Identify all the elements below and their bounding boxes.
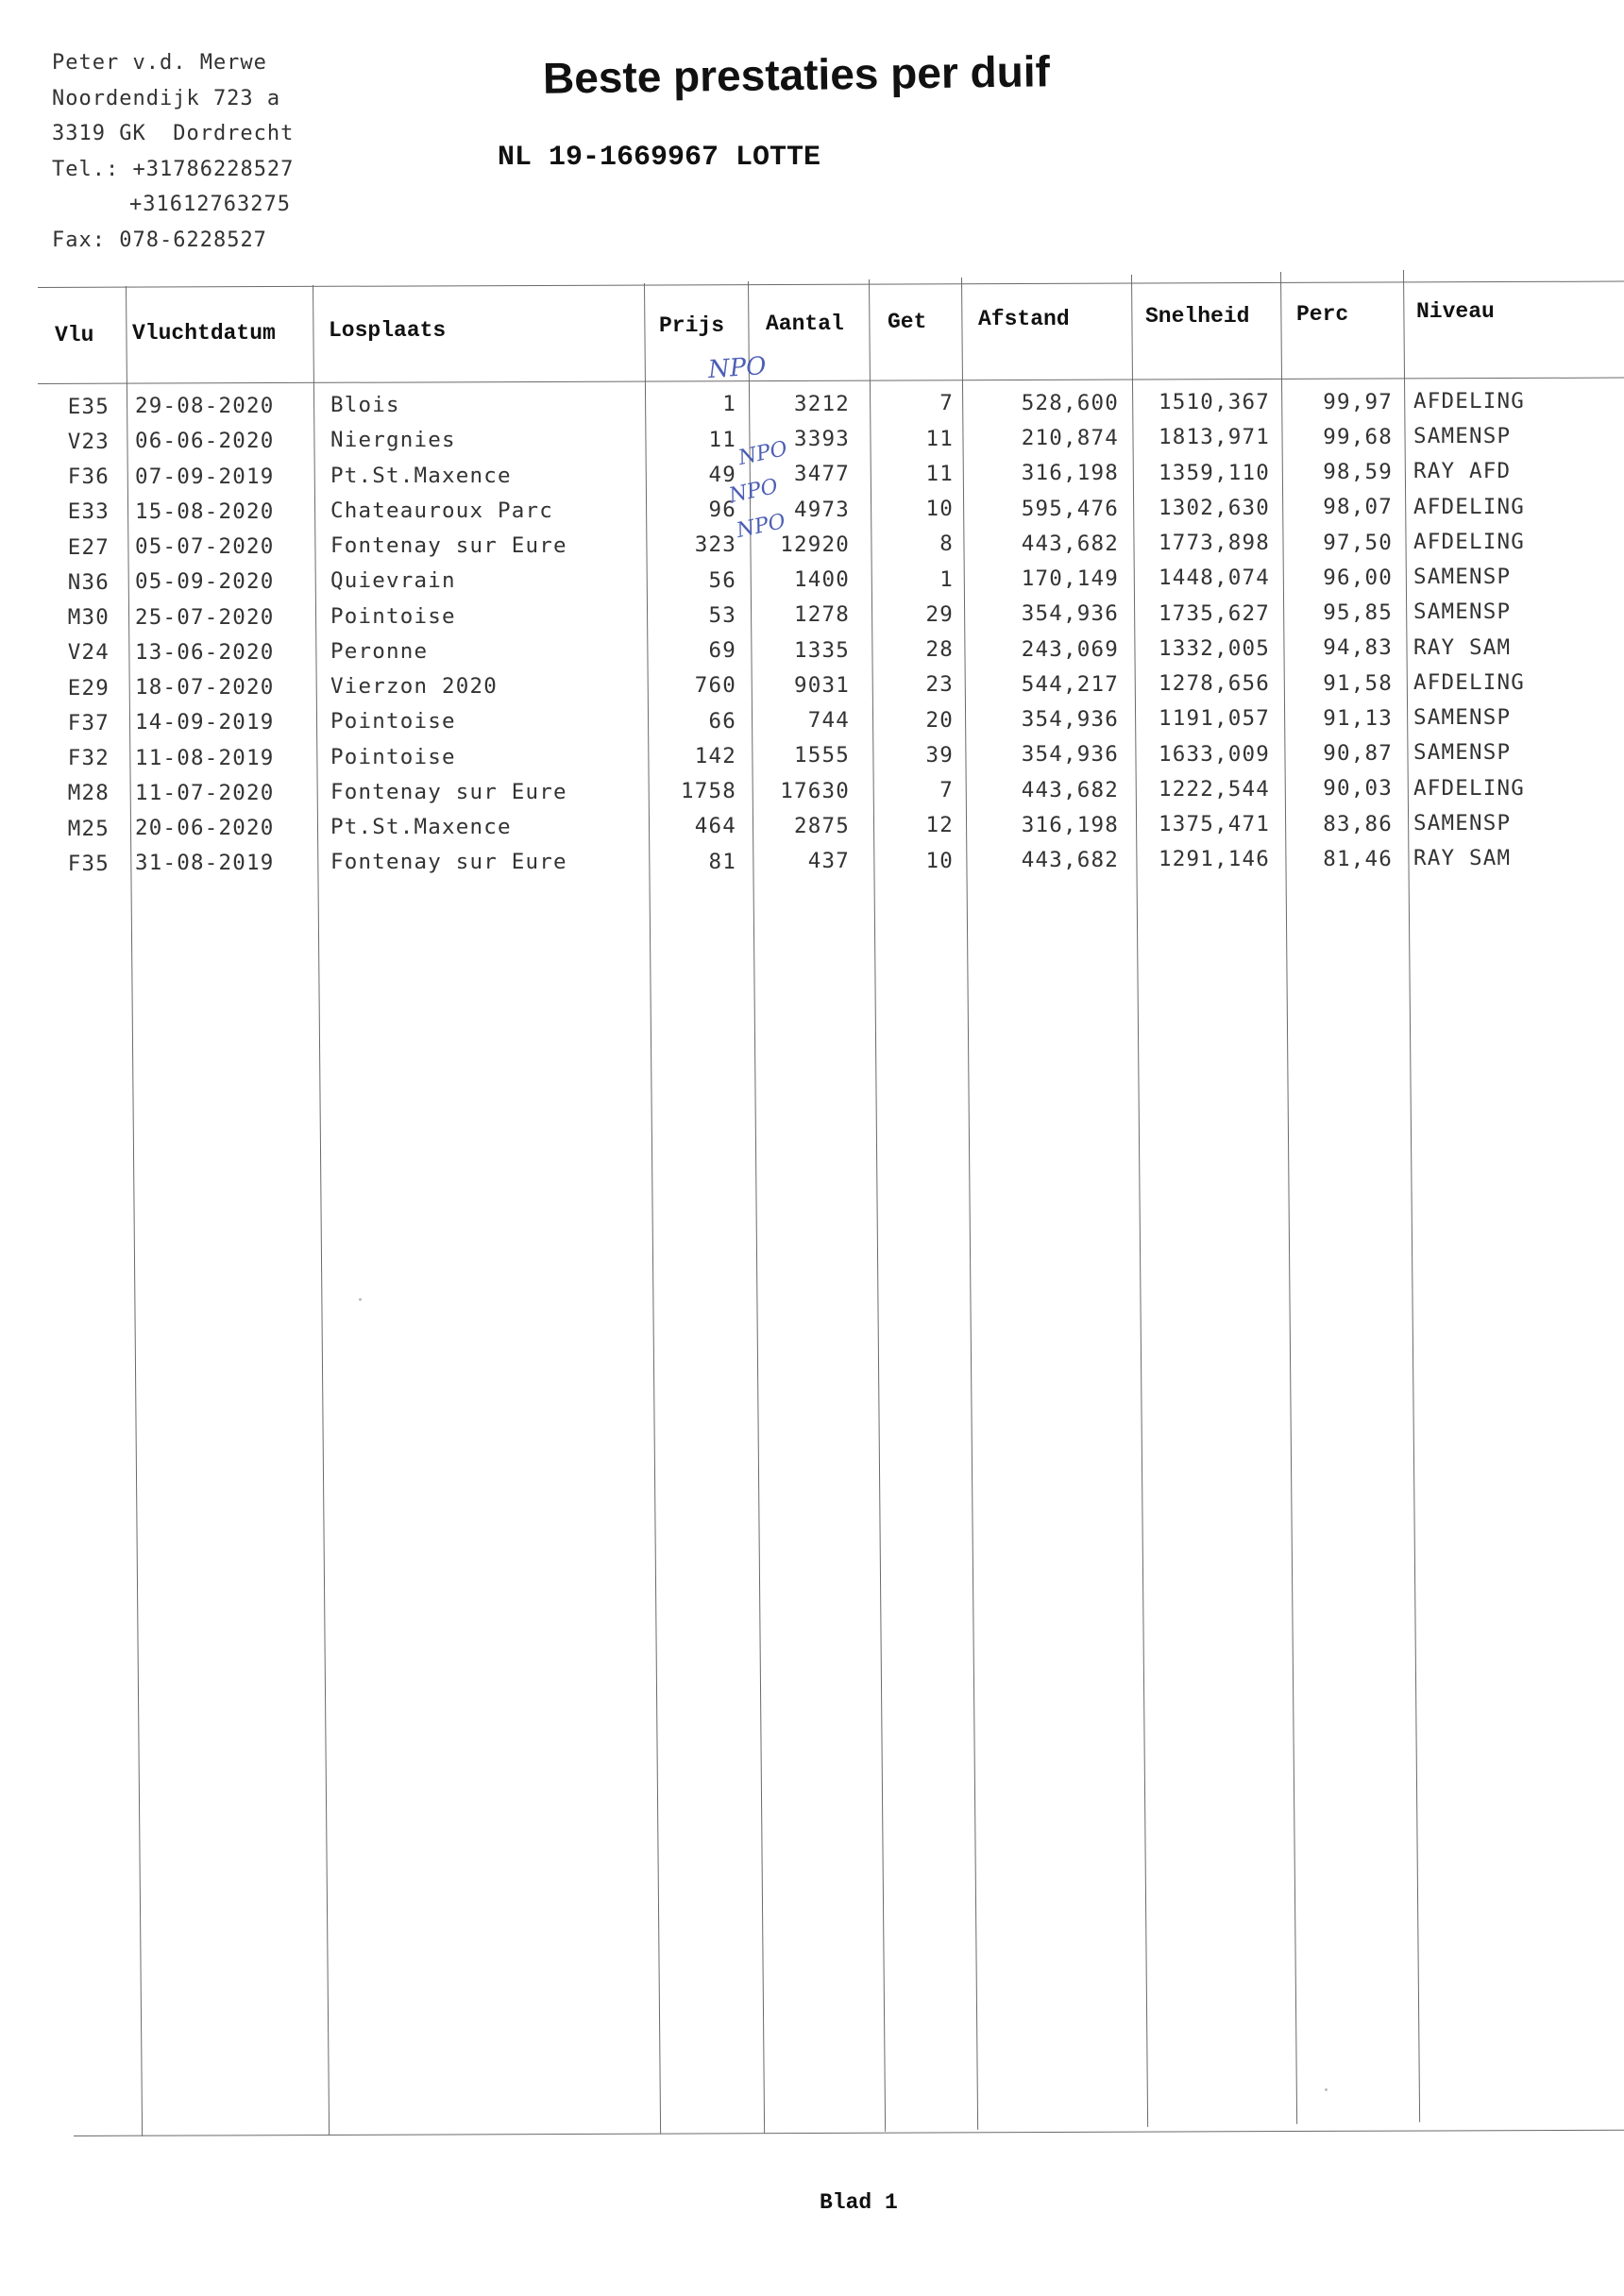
cell-aantal: 9031 <box>794 672 850 698</box>
header-losplaats: Losplaats <box>329 318 447 343</box>
cell-prijs: 142 <box>694 743 736 768</box>
cell-niveau: SAMENSP <box>1413 599 1512 625</box>
cell-get: 10 <box>925 848 954 873</box>
cell-snelheid: 1735,627 <box>1159 600 1270 626</box>
cell-perc: 83,86 <box>1323 811 1393 836</box>
cell-afstand: 443,682 <box>1021 531 1119 556</box>
cell-aantal: 3393 <box>794 427 850 451</box>
cell-afstand: 170,149 <box>1021 566 1119 591</box>
cell-vlu: E33 <box>67 499 110 525</box>
cell-vluchtdatum: 15-08-2020 <box>135 498 275 524</box>
cell-perc: 97,50 <box>1323 530 1393 555</box>
cell-snelheid: 1332,005 <box>1159 635 1270 661</box>
handwritten-note: NPO <box>736 436 790 471</box>
cell-vlu: V23 <box>67 429 110 454</box>
cell-afstand: 210,874 <box>1021 426 1119 450</box>
cell-perc: 95,85 <box>1323 600 1393 626</box>
cell-losplaats: Chateauroux Parc <box>330 498 553 523</box>
page-title: Beste prestaties per duif <box>542 46 1051 103</box>
cell-prijs: 323 <box>694 532 736 558</box>
sender-phone <box>52 152 294 188</box>
cell-snelheid: 1448,074 <box>1159 566 1270 591</box>
col-separator <box>126 286 143 2136</box>
phone-number-2: +31612763275 <box>129 193 291 216</box>
cell-niveau: AFDELING <box>1413 529 1525 554</box>
cell-perc: 81,46 <box>1323 846 1393 871</box>
header-perc: Perc <box>1296 302 1349 327</box>
cell-perc: 90,87 <box>1323 741 1393 767</box>
cell-vluchtdatum: 14-09-2019 <box>135 710 275 735</box>
cell-perc: 91,58 <box>1323 670 1393 696</box>
handwritten-note: NPO <box>707 351 768 385</box>
cell-vlu: E29 <box>67 675 110 701</box>
cell-losplaats: Quievrain <box>330 568 456 594</box>
cell-aantal: 12920 <box>780 532 850 557</box>
cell-vluchtdatum: 18-07-2020 <box>135 675 275 701</box>
sender-name: Peter v.d. Merwe <box>52 51 267 75</box>
cell-perc: 90,03 <box>1323 776 1393 802</box>
cell-vlu: V24 <box>67 640 110 666</box>
sender-fax <box>52 223 294 259</box>
cell-afstand: 443,682 <box>1021 848 1119 872</box>
cell-afstand: 316,198 <box>1021 461 1119 486</box>
cell-niveau: SAMENSP <box>1413 810 1512 836</box>
cell-losplaats: Pt.St.Maxence <box>330 463 512 488</box>
cell-perc: 99,68 <box>1323 424 1393 449</box>
cell-prijs: 96 <box>708 498 736 522</box>
cell-aantal: 437 <box>807 849 850 873</box>
cell-snelheid: 1773,898 <box>1159 531 1270 556</box>
cell-vluchtdatum: 07-09-2019 <box>135 464 275 489</box>
cell-vlu: E27 <box>67 534 110 560</box>
cell-afstand: 354,936 <box>1021 742 1119 768</box>
cell-vlu: M28 <box>67 781 110 806</box>
cell-prijs: 66 <box>708 708 736 734</box>
cell-vluchtdatum: 05-07-2020 <box>135 534 275 560</box>
cell-vlu: F32 <box>67 746 110 771</box>
cell-aantal: 3212 <box>794 391 850 416</box>
cell-perc: 99,97 <box>1323 389 1393 414</box>
cell-snelheid: 1278,656 <box>1159 671 1270 697</box>
col-separator <box>644 283 661 2134</box>
cell-perc: 91,13 <box>1323 705 1393 731</box>
cell-vlu: M25 <box>67 816 110 841</box>
cell-vluchtdatum: 11-07-2020 <box>135 780 275 805</box>
header-afstand: Afstand <box>978 307 1070 331</box>
cell-niveau: RAY SAM <box>1413 634 1512 660</box>
cell-afstand: 243,069 <box>1021 636 1119 662</box>
cell-losplaats: Pt.St.Maxence <box>330 815 512 840</box>
cell-niveau: SAMENSP <box>1413 705 1512 731</box>
sender-address <box>52 45 294 258</box>
cell-losplaats: Niergnies <box>330 428 456 453</box>
cell-niveau: AFDELING <box>1413 388 1525 414</box>
header-bottom-rule <box>38 378 1624 384</box>
phone-label: Tel.: <box>52 157 120 181</box>
cell-aantal: 3477 <box>794 462 850 487</box>
cell-afstand: 354,936 <box>1021 707 1119 732</box>
cell-get: 7 <box>939 391 954 416</box>
cell-vlu: E35 <box>67 394 110 419</box>
cell-afstand: 528,600 <box>1021 390 1119 415</box>
cell-get: 12 <box>925 813 954 838</box>
cell-perc: 98,07 <box>1323 495 1393 520</box>
cell-losplaats: Pointoise <box>330 603 456 629</box>
cell-vlu: F35 <box>67 851 110 876</box>
cell-get: 10 <box>925 497 954 522</box>
sender-city: 3319 GK Dordrecht <box>52 122 295 145</box>
cell-snelheid: 1222,544 <box>1159 776 1270 802</box>
cell-aantal: 1335 <box>794 637 850 663</box>
cell-vluchtdatum: 20-06-2020 <box>135 816 275 841</box>
cell-aantal: 1555 <box>794 743 850 768</box>
pigeon-id: NL 19-1669967 LOTTE <box>498 142 821 174</box>
cell-aantal: 2875 <box>794 813 850 838</box>
cell-niveau: SAMENSP <box>1413 424 1512 449</box>
cell-prijs: 53 <box>708 602 736 628</box>
cell-vlu: F36 <box>67 464 110 490</box>
cell-prijs: 464 <box>694 814 736 839</box>
cell-afstand: 595,476 <box>1021 496 1119 521</box>
cell-losplaats: Pointoise <box>330 744 456 769</box>
fax-label: Fax: <box>52 228 106 252</box>
cell-vluchtdatum: 31-08-2019 <box>135 851 275 876</box>
cell-niveau: SAMENSP <box>1413 565 1512 590</box>
cell-get: 39 <box>925 742 954 768</box>
cell-niveau: AFDELING <box>1413 494 1525 519</box>
cell-perc: 96,00 <box>1323 565 1393 590</box>
cell-snelheid: 1510,367 <box>1159 390 1270 415</box>
col-separator <box>313 285 330 2136</box>
cell-prijs: 49 <box>708 462 736 487</box>
cell-snelheid: 1633,009 <box>1159 741 1270 767</box>
cell-afstand: 354,936 <box>1021 601 1119 627</box>
table-top-rule <box>38 281 1624 288</box>
cell-perc: 98,59 <box>1323 460 1393 485</box>
cell-vluchtdatum: 29-08-2020 <box>135 394 275 419</box>
cell-snelheid: 1191,057 <box>1159 706 1270 732</box>
header-get: Get <box>888 310 927 334</box>
cell-snelheid: 1302,630 <box>1159 495 1270 520</box>
header-vlu: Vlu <box>55 323 94 347</box>
phone-number-1: +31786228527 <box>132 157 295 181</box>
cell-prijs: 1758 <box>681 779 736 803</box>
cell-vluchtdatum: 13-06-2020 <box>135 639 275 665</box>
cell-vlu: F37 <box>67 710 110 735</box>
cell-aantal: 1278 <box>794 602 850 628</box>
fax-number: 078-6228527 <box>119 228 267 252</box>
cell-aantal: 1400 <box>794 567 850 592</box>
cell-vluchtdatum: 11-08-2019 <box>135 745 275 770</box>
cell-vluchtdatum: 06-06-2020 <box>135 429 275 454</box>
cell-losplaats: Pointoise <box>330 709 456 734</box>
cell-losplaats: Fontenay sur Eure <box>330 533 567 559</box>
cell-prijs: 81 <box>708 849 736 874</box>
handwritten-note: NPO <box>734 509 788 544</box>
cell-snelheid: 1291,146 <box>1159 847 1270 872</box>
header-prijs: Prijs <box>659 313 725 338</box>
cell-vluchtdatum: 05-09-2020 <box>135 569 275 595</box>
cell-get: 20 <box>925 707 954 733</box>
cell-losplaats: Blois <box>330 393 400 418</box>
cell-losplaats: Vierzon 2020 <box>330 674 498 700</box>
cell-get: 1 <box>939 566 954 592</box>
cell-losplaats: Fontenay sur Eure <box>330 779 567 804</box>
cell-niveau: RAY AFD <box>1413 459 1512 484</box>
cell-get: 23 <box>925 672 954 698</box>
cell-prijs: 1 <box>722 392 736 417</box>
cell-get: 8 <box>939 532 954 557</box>
cell-vlu: M30 <box>67 605 110 631</box>
cell-get: 11 <box>925 461 954 486</box>
cell-prijs: 760 <box>694 673 736 699</box>
cell-niveau: AFDELING <box>1413 775 1525 801</box>
header-vluchtdatum: Vluchtdatum <box>132 321 276 346</box>
cell-get: 11 <box>925 426 954 451</box>
cell-losplaats: Peronne <box>330 638 429 664</box>
cell-niveau: AFDELING <box>1413 669 1525 695</box>
scan-speck <box>359 1298 362 1301</box>
scan-speck <box>1325 2088 1328 2091</box>
cell-afstand: 544,217 <box>1021 671 1119 697</box>
cell-afstand: 443,682 <box>1021 777 1119 802</box>
cell-losplaats: Fontenay sur Eure <box>330 850 567 875</box>
cell-aantal: 17630 <box>780 778 850 803</box>
cell-snelheid: 1359,110 <box>1159 460 1270 485</box>
cell-vlu: N36 <box>67 569 110 595</box>
header-snelheid: Snelheid <box>1145 304 1250 329</box>
cell-niveau: RAY SAM <box>1413 846 1512 871</box>
cell-snelheid: 1375,471 <box>1159 812 1270 837</box>
header-aantal: Aantal <box>766 312 844 336</box>
col-separator <box>748 281 765 2134</box>
table-bottom-rule <box>74 2130 1624 2136</box>
cell-prijs: 69 <box>708 638 736 663</box>
cell-get: 7 <box>939 778 954 803</box>
cell-afstand: 316,198 <box>1021 812 1119 837</box>
cell-vluchtdatum: 25-07-2020 <box>135 604 275 630</box>
cell-aantal: 4973 <box>794 497 850 522</box>
col-separator <box>869 279 886 2132</box>
cell-aantal: 744 <box>807 708 850 733</box>
cell-niveau: SAMENSP <box>1413 740 1512 766</box>
cell-prijs: 11 <box>708 427 736 452</box>
handwritten-note: NPO <box>726 474 781 509</box>
cell-snelheid: 1813,971 <box>1159 425 1270 450</box>
cell-perc: 94,83 <box>1323 635 1393 661</box>
cell-prijs: 56 <box>708 567 736 593</box>
page-number: Blad 1 <box>820 2190 898 2215</box>
cell-get: 28 <box>925 637 954 663</box>
cell-get: 29 <box>925 601 954 627</box>
sender-street: Noordendijk 723 a <box>52 86 281 110</box>
header-niveau: Niveau <box>1416 299 1495 324</box>
